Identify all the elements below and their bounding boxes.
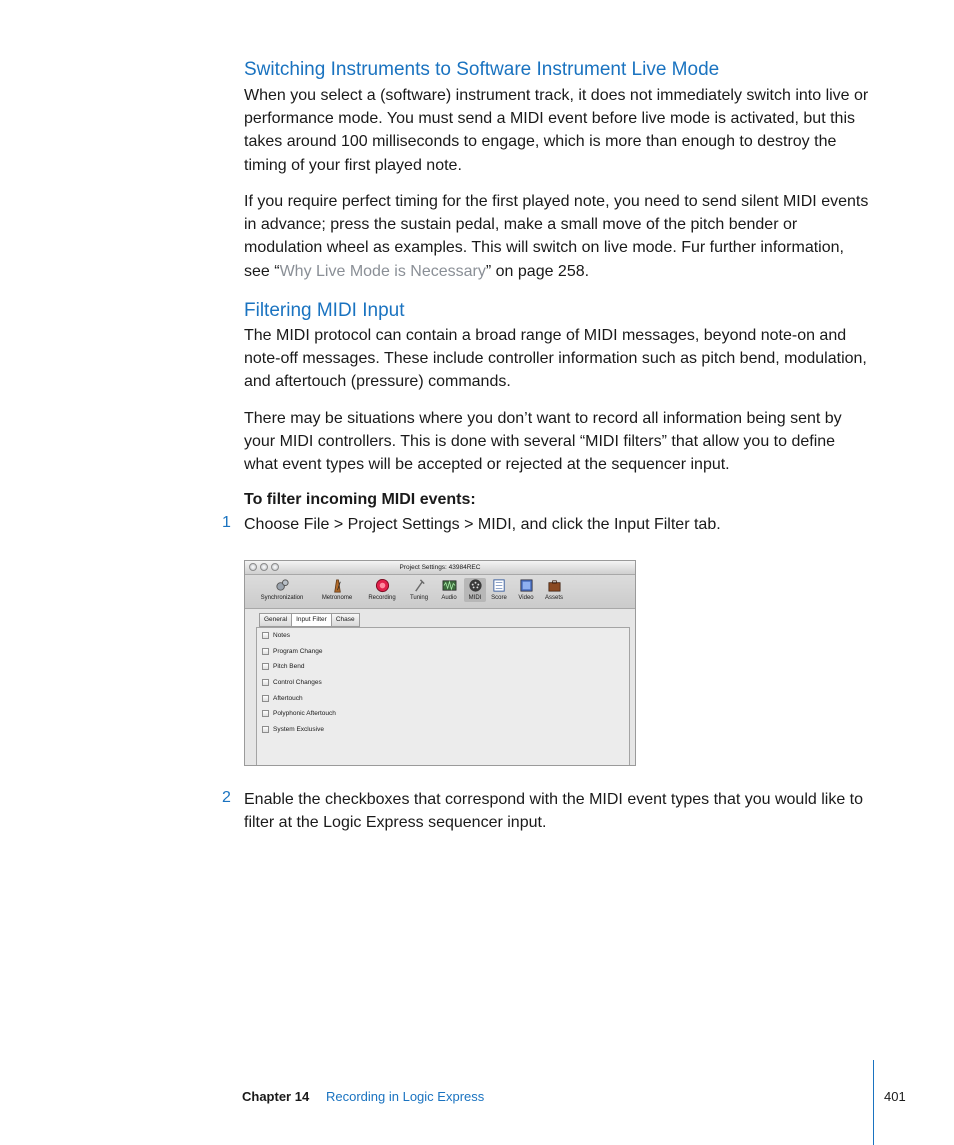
step-number: 1 bbox=[222, 514, 231, 531]
paragraph-text: If you require perfect timing for the first played note, you need to send silent MIDI events in advance; press the sustain pedal, make a small move of the pitch bender or modulation wheel as examples. This will switch on live mode. Fur further information, see “ bbox=[244, 193, 869, 280]
step-text: Choose File > Project Settings > MIDI, and click the Input Filter tab. bbox=[244, 516, 721, 533]
audio-waveform-icon bbox=[442, 578, 457, 593]
toolbar-label: MIDI bbox=[468, 595, 482, 601]
toolbar-midi[interactable] bbox=[464, 578, 486, 602]
toolbar-synchronization[interactable] bbox=[253, 578, 311, 602]
toolbar-label: Video bbox=[518, 595, 534, 601]
checkbox-label: System Exclusive bbox=[273, 726, 324, 733]
page-number: 401 bbox=[884, 1089, 906, 1104]
gears-icon bbox=[275, 578, 290, 593]
toolbar-video[interactable] bbox=[513, 578, 539, 602]
minimize-window-icon[interactable] bbox=[260, 563, 268, 571]
filter-system-exclusive-row[interactable] bbox=[262, 726, 324, 733]
checkbox-label: Program Change bbox=[273, 648, 323, 655]
section-heading-live-mode: Switching Instruments to Software Instrument Live Mode bbox=[244, 59, 720, 80]
toolbar-label: Assets bbox=[544, 595, 563, 601]
toolbar-label: Audio bbox=[441, 595, 457, 601]
filter-aftertouch-checkbox[interactable] bbox=[262, 695, 269, 702]
zoom-window-icon[interactable] bbox=[271, 563, 279, 571]
footer-chapter-title-link[interactable]: Recording in Logic Express bbox=[326, 1089, 485, 1104]
video-film-icon bbox=[519, 578, 534, 593]
briefcase-icon bbox=[547, 578, 562, 593]
record-icon bbox=[375, 578, 390, 593]
toolbar-label: Synchronization bbox=[260, 595, 304, 601]
tab-general[interactable]: General bbox=[259, 613, 292, 627]
toolbar-metronome[interactable] bbox=[316, 578, 358, 602]
toolbar-score[interactable] bbox=[488, 578, 510, 602]
checkbox-label: Control Changes bbox=[273, 679, 322, 686]
toolbar-audio[interactable] bbox=[436, 578, 462, 602]
cross-reference-link[interactable]: Why Live Mode is Necessary bbox=[279, 262, 486, 280]
filter-control-changes-row[interactable] bbox=[262, 679, 322, 686]
tuning-fork-icon bbox=[412, 578, 427, 593]
close-window-icon[interactable] bbox=[249, 563, 257, 571]
paragraph-filtering-2: There may be situations where you don’t want to record all information being sent by your MIDI controllers. This is done with several “MIDI filters” that allow you to define what event types will be accepted or rejected at the sequencer input. bbox=[244, 410, 842, 474]
filter-program-change-checkbox[interactable] bbox=[262, 648, 269, 655]
paragraph-live-mode-1: When you select a (software) instrument track, it does not immediately switch into live or performance mode. You must send a MIDI event before live mode is activated, but this takes around 100 milliseconds to engage, which is more than enough to destroy the timing of your first played note. bbox=[244, 87, 869, 174]
task-heading: To filter incoming MIDI events: bbox=[244, 491, 476, 508]
step-number: 2 bbox=[222, 789, 231, 806]
footer-chapter-label: Chapter 14 bbox=[242, 1089, 310, 1104]
filter-notes-checkbox[interactable] bbox=[262, 632, 269, 639]
filter-pitch-bend-row[interactable] bbox=[262, 663, 304, 670]
settings-tabs bbox=[259, 613, 359, 627]
filter-aftertouch-row[interactable] bbox=[262, 695, 303, 702]
filter-notes-row[interactable] bbox=[262, 632, 290, 639]
toolbar-label: Score bbox=[491, 595, 507, 601]
toolbar-recording[interactable] bbox=[362, 578, 402, 602]
toolbar-label: Recording bbox=[368, 595, 396, 601]
step-text: Enable the checkboxes that correspond with the MIDI event types that you would like to filter at the Logic Express sequencer input. bbox=[244, 791, 864, 832]
settings-toolbar bbox=[245, 575, 635, 609]
score-notation-icon bbox=[492, 578, 507, 593]
footer-divider bbox=[873, 1060, 874, 1145]
checkbox-label: Notes bbox=[273, 632, 290, 639]
filter-polyphonic-aftertouch-row[interactable] bbox=[262, 710, 336, 717]
checkbox-label: Aftertouch bbox=[273, 695, 303, 702]
window-controls bbox=[249, 563, 279, 571]
filter-system-exclusive-checkbox[interactable] bbox=[262, 726, 269, 733]
paragraph-filtering-1: The MIDI protocol can contain a broad range of MIDI messages, beyond note-on and note-off messages. These include controller information such as pitch bend, modulation, and aftertouch (pressure) commands. bbox=[244, 327, 867, 391]
checkbox-label: Pitch Bend bbox=[273, 663, 305, 670]
paragraph-text: ” on page 258. bbox=[485, 262, 590, 280]
window-titlebar bbox=[245, 561, 635, 575]
metronome-icon bbox=[330, 578, 345, 593]
tab-chase[interactable]: Chase bbox=[331, 613, 360, 627]
window-title: Project Settings: 43984REC bbox=[399, 564, 481, 571]
filter-polyphonic-aftertouch-checkbox[interactable] bbox=[262, 710, 269, 717]
input-filter-panel bbox=[256, 627, 630, 766]
filter-pitch-bend-checkbox[interactable] bbox=[262, 663, 269, 670]
tab-input-filter[interactable]: Input Filter bbox=[291, 613, 332, 627]
section-heading-filtering-midi: Filtering MIDI Input bbox=[244, 300, 405, 321]
toolbar-label: Tuning bbox=[409, 595, 429, 601]
filter-control-changes-checkbox[interactable] bbox=[262, 679, 269, 686]
toolbar-label: Metronome bbox=[321, 595, 353, 601]
project-settings-window-screenshot bbox=[244, 560, 636, 766]
checkbox-label: Polyphonic Aftertouch bbox=[273, 710, 336, 717]
paragraph-live-mode-2 bbox=[244, 190, 869, 283]
midi-connector-icon bbox=[468, 578, 483, 593]
toolbar-tuning[interactable] bbox=[405, 578, 433, 602]
filter-program-change-row[interactable] bbox=[262, 648, 323, 655]
toolbar-assets[interactable] bbox=[541, 578, 567, 602]
